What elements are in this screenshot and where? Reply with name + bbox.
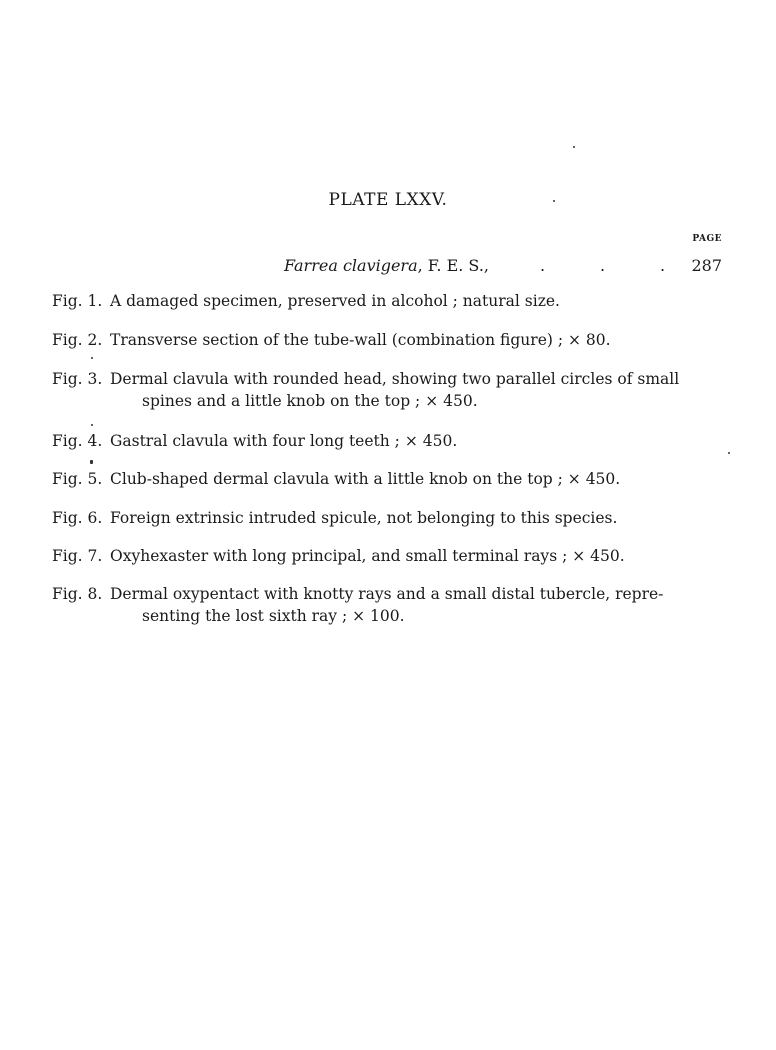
figure-text: Transverse section of the tube-wall (combination figure) ; × 80.	[110, 331, 611, 349]
figure-label: Fig. 7.	[52, 547, 103, 565]
plate-title: PLATE LXXV.	[328, 190, 448, 210]
species-name: Farrea clavigera	[284, 256, 418, 275]
species-authority: , F. E. S.,	[417, 256, 489, 275]
species-page-number: 287	[691, 256, 722, 275]
figure-text: Oxyhexaster with long principal, and small terminal rays ; × 450.	[110, 547, 625, 565]
figure-text: Gastral clavula with four long teeth ; × 450.	[110, 432, 458, 450]
figure-text: Club-shaped dermal clavula with a little knob on the top ; × 450.	[110, 470, 621, 488]
leader-dot: .	[540, 256, 546, 275]
scan-speck	[91, 424, 93, 426]
scan-speck	[573, 146, 575, 148]
figure-label: Fig. 6.	[52, 509, 103, 527]
species-entry	[0, 256, 776, 278]
scan-speck	[91, 357, 93, 359]
figure-label: Fig. 4.	[52, 432, 103, 450]
figure-label: Fig. 3.	[52, 370, 103, 388]
species-title	[284, 256, 489, 275]
figure-text: Dermal oxypentact with knotty rays and a small distal tubercle, repre-	[110, 585, 664, 603]
scan-speck	[90, 460, 93, 464]
scan-speck	[553, 200, 555, 202]
figure-label: Fig. 5.	[52, 470, 103, 488]
figure-text: Dermal clavula with rounded head, showing two parallel circles of small	[110, 370, 680, 388]
figure-label: Fig. 8.	[52, 585, 103, 603]
figure-text-continuation: spines and a little knob on the top ; × 450.	[142, 392, 478, 410]
figure-label: Fig. 2.	[52, 331, 103, 349]
figure-text-continuation: senting the lost sixth ray ; × 100.	[142, 607, 405, 625]
leader-dot: .	[660, 256, 666, 275]
page-column-label: PAGE	[692, 234, 722, 244]
figure-text: A damaged specimen, preserved in alcohol ; natural size.	[110, 292, 560, 310]
leader-dot: .	[600, 256, 606, 275]
scan-speck	[728, 452, 730, 454]
figure-label: Fig. 1.	[52, 292, 103, 310]
figure-text: Foreign extrinsic intruded spicule, not belonging to this species.	[110, 509, 618, 527]
